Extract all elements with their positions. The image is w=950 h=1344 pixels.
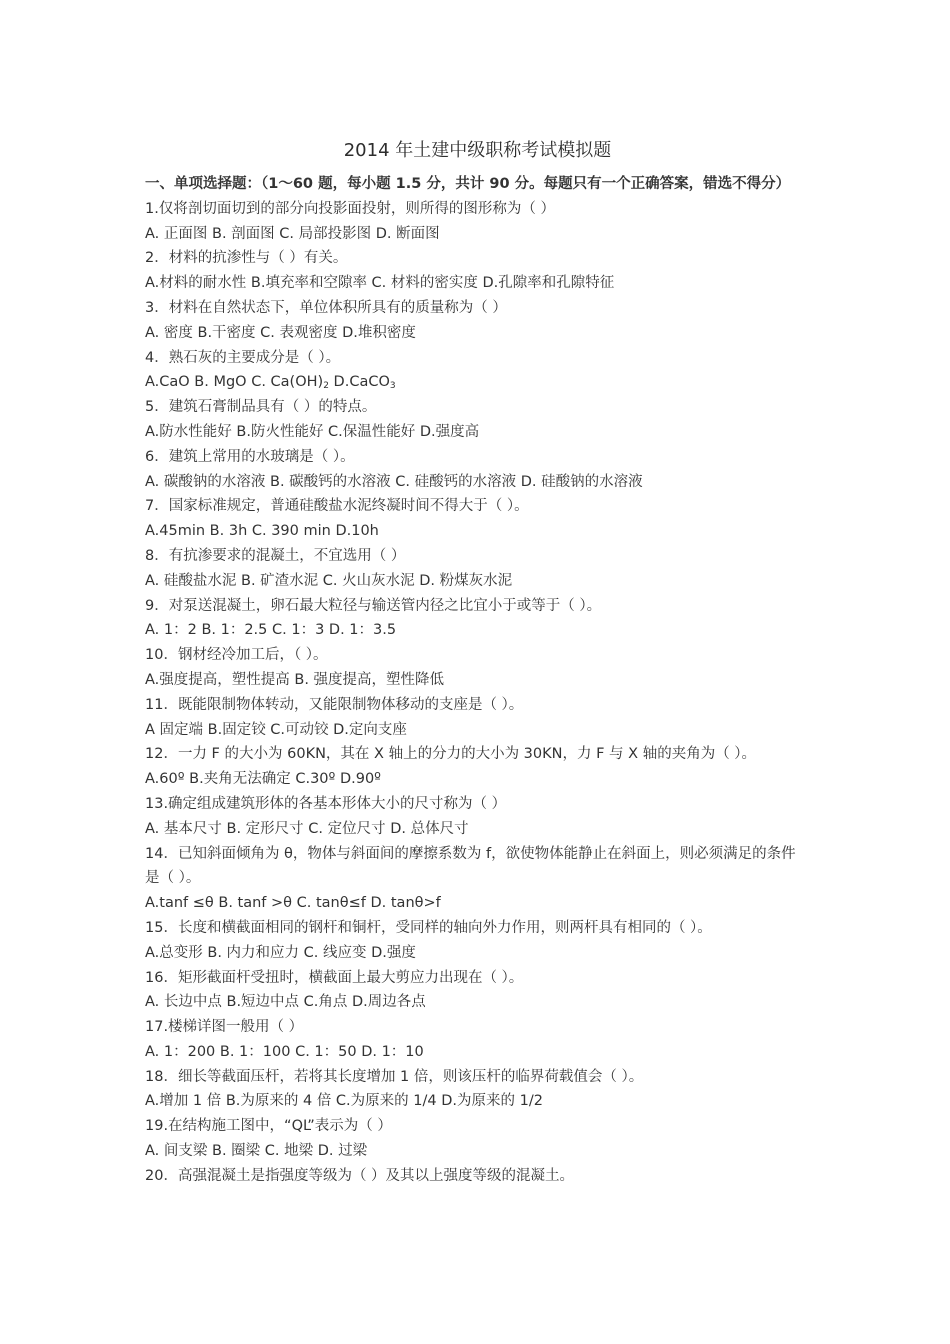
question-13: 13.确定组成建筑形体的各基本形体大小的尺寸称为（ ） — [145, 795, 507, 812]
document-page — [145, 136, 810, 1189]
question-10: 10．钢材经冷加工后，（ ）。 — [145, 647, 328, 664]
question-12: 12．一力 F 的大小为 60KN，其在 X 轴上的分力的大小为 30KN，力 F 与 X 轴的夹角为（ ）。 — [145, 746, 757, 763]
answer-options-16: A. 长边中点 B.短边中点 C.角点 D.周边各点 — [145, 994, 426, 1011]
answer-text-part: A.CaO B. MgO C. Ca(OH) — [145, 374, 324, 391]
question-14: 14．已知斜面倾角为 θ，物体与斜面间的摩擦系数为 f，欲使物体能静止在斜面上，则必须满足的条件是（ ）。 — [145, 845, 796, 887]
document-title: 2014 年土建中级职称考试模拟题 — [343, 140, 612, 161]
question-9: 9．对泵送混凝土，卵石最大粒径与输送管内径之比宜小于或等于（ ）。 — [145, 597, 602, 614]
question-7: 7．国家标准规定，普通硅酸盐水泥终凝时间不得大于（ ）。 — [145, 498, 529, 515]
answer-options-12: A.60º B.夹角无法确定 C.30º D.90º — [145, 771, 382, 788]
section-heading: 一、单项选择题：（1～60 题，每小题 1.5 分，共计 90 分。每题只有一个正确答案，错选不得分） — [145, 176, 791, 192]
answer-options-11: A 固定端 B.固定铰 C.可动铰 D.定向支座 — [145, 721, 407, 738]
answer-text-part: D.CaCO — [328, 374, 390, 391]
question-5: 5．建筑石膏制品具有（ ）的特点。 — [145, 399, 377, 416]
question-16: 16．矩形截面杆受扭时，横截面上最大剪应力出现在（ ）。 — [145, 969, 524, 986]
question-6: 6．建筑上常用的水玻璃是（ ）。 — [145, 448, 355, 465]
answer-options-10: A.强度提高，塑性提高 B. 强度提高，塑性降低 — [145, 671, 445, 688]
answer-options-7: A.45min B. 3h C. 390 min D.10h — [145, 523, 379, 540]
answer-options-1: A. 正面图 B. 剖面图 C. 局部投影图 D. 断面图 — [145, 225, 440, 242]
answer-options-14: A.tanf ≤θ B. tanf >θ C. tanθ≤f D. tanθ>f — [145, 895, 441, 912]
answer-options-8: A. 硅酸盐水泥 B. 矿渣水泥 C. 火山灰水泥 D. 粉煤灰水泥 — [145, 572, 513, 589]
question-20: 20．高强混凝土是指强度等级为（ ）及其以上强度等级的混凝土。 — [145, 1167, 575, 1184]
question-4: 4．熟石灰的主要成分是（ ）。 — [145, 349, 341, 366]
subscript: 3 — [389, 381, 396, 392]
question-3: 3．材料在自然状态下，单位体积所具有的质量称为（ ） — [145, 299, 507, 316]
question-18: 18．细长等截面压杆，若将其长度增加 1 倍，则该压杆的临界荷载值会（ ）。 — [145, 1068, 644, 1085]
question-15: 15．长度和横截面相同的钢杆和铜杆，受同样的轴向外力作用，则两杆具有相同的（ ）。 — [145, 919, 712, 936]
answer-options-4 — [145, 370, 810, 395]
answer-options-19: A. 间支梁 B. 圈梁 C. 地梁 D. 过梁 — [145, 1143, 368, 1160]
question-11: 11．既能限制物体转动，又能限制物体移动的支座是（ ）。 — [145, 696, 524, 713]
answer-options-6: A. 碳酸钠的水溶液 B. 碳酸钙的水溶液 C. 硅酸钙的水溶液 D. 硅酸钠的水溶液 — [145, 473, 643, 490]
answer-options-15: A.总变形 B. 内力和应力 C. 线应变 D.强度 — [145, 944, 416, 961]
answer-options-13: A. 基本尺寸 B. 定形尺寸 C. 定位尺寸 D. 总体尺寸 — [145, 820, 469, 837]
answer-options-18: A.增加 1 倍 B.为原来的 4 倍 C.为原来的 1/4 D.为原来的 1/2 — [145, 1093, 543, 1110]
answer-options-2: A.材料的耐水性 B.填充率和空隙率 C. 材料的密实度 D.孔隙率和孔隙特征 — [145, 275, 615, 292]
subscript: 2 — [323, 381, 329, 392]
answer-options-9: A. 1：2 B. 1：2.5 C. 1：3 D. 1：3.5 — [145, 622, 397, 639]
answer-options-5: A.防水性能好 B.防火性能好 C.保温性能好 D.强度高 — [145, 423, 480, 440]
question-8: 8．有抗渗要求的混凝土，不宜选用（ ） — [145, 547, 406, 564]
question-17: 17.楼梯详图一般用（ ） — [145, 1019, 304, 1036]
answer-options-3: A. 密度 B.干密度 C. 表观密度 D.堆积密度 — [145, 324, 416, 341]
question-2: 2．材料的抗渗性与（ ）有关。 — [145, 250, 348, 267]
question-19: 19.在结构施工图中，“QL”表示为（ ） — [145, 1118, 392, 1135]
answer-options-17: A. 1：200 B. 1：100 C. 1：50 D. 1：10 — [145, 1043, 424, 1060]
question-1: 1.仅将剖切面切到的部分向投影面投射，则所得的图形称为（ ） — [145, 200, 555, 217]
